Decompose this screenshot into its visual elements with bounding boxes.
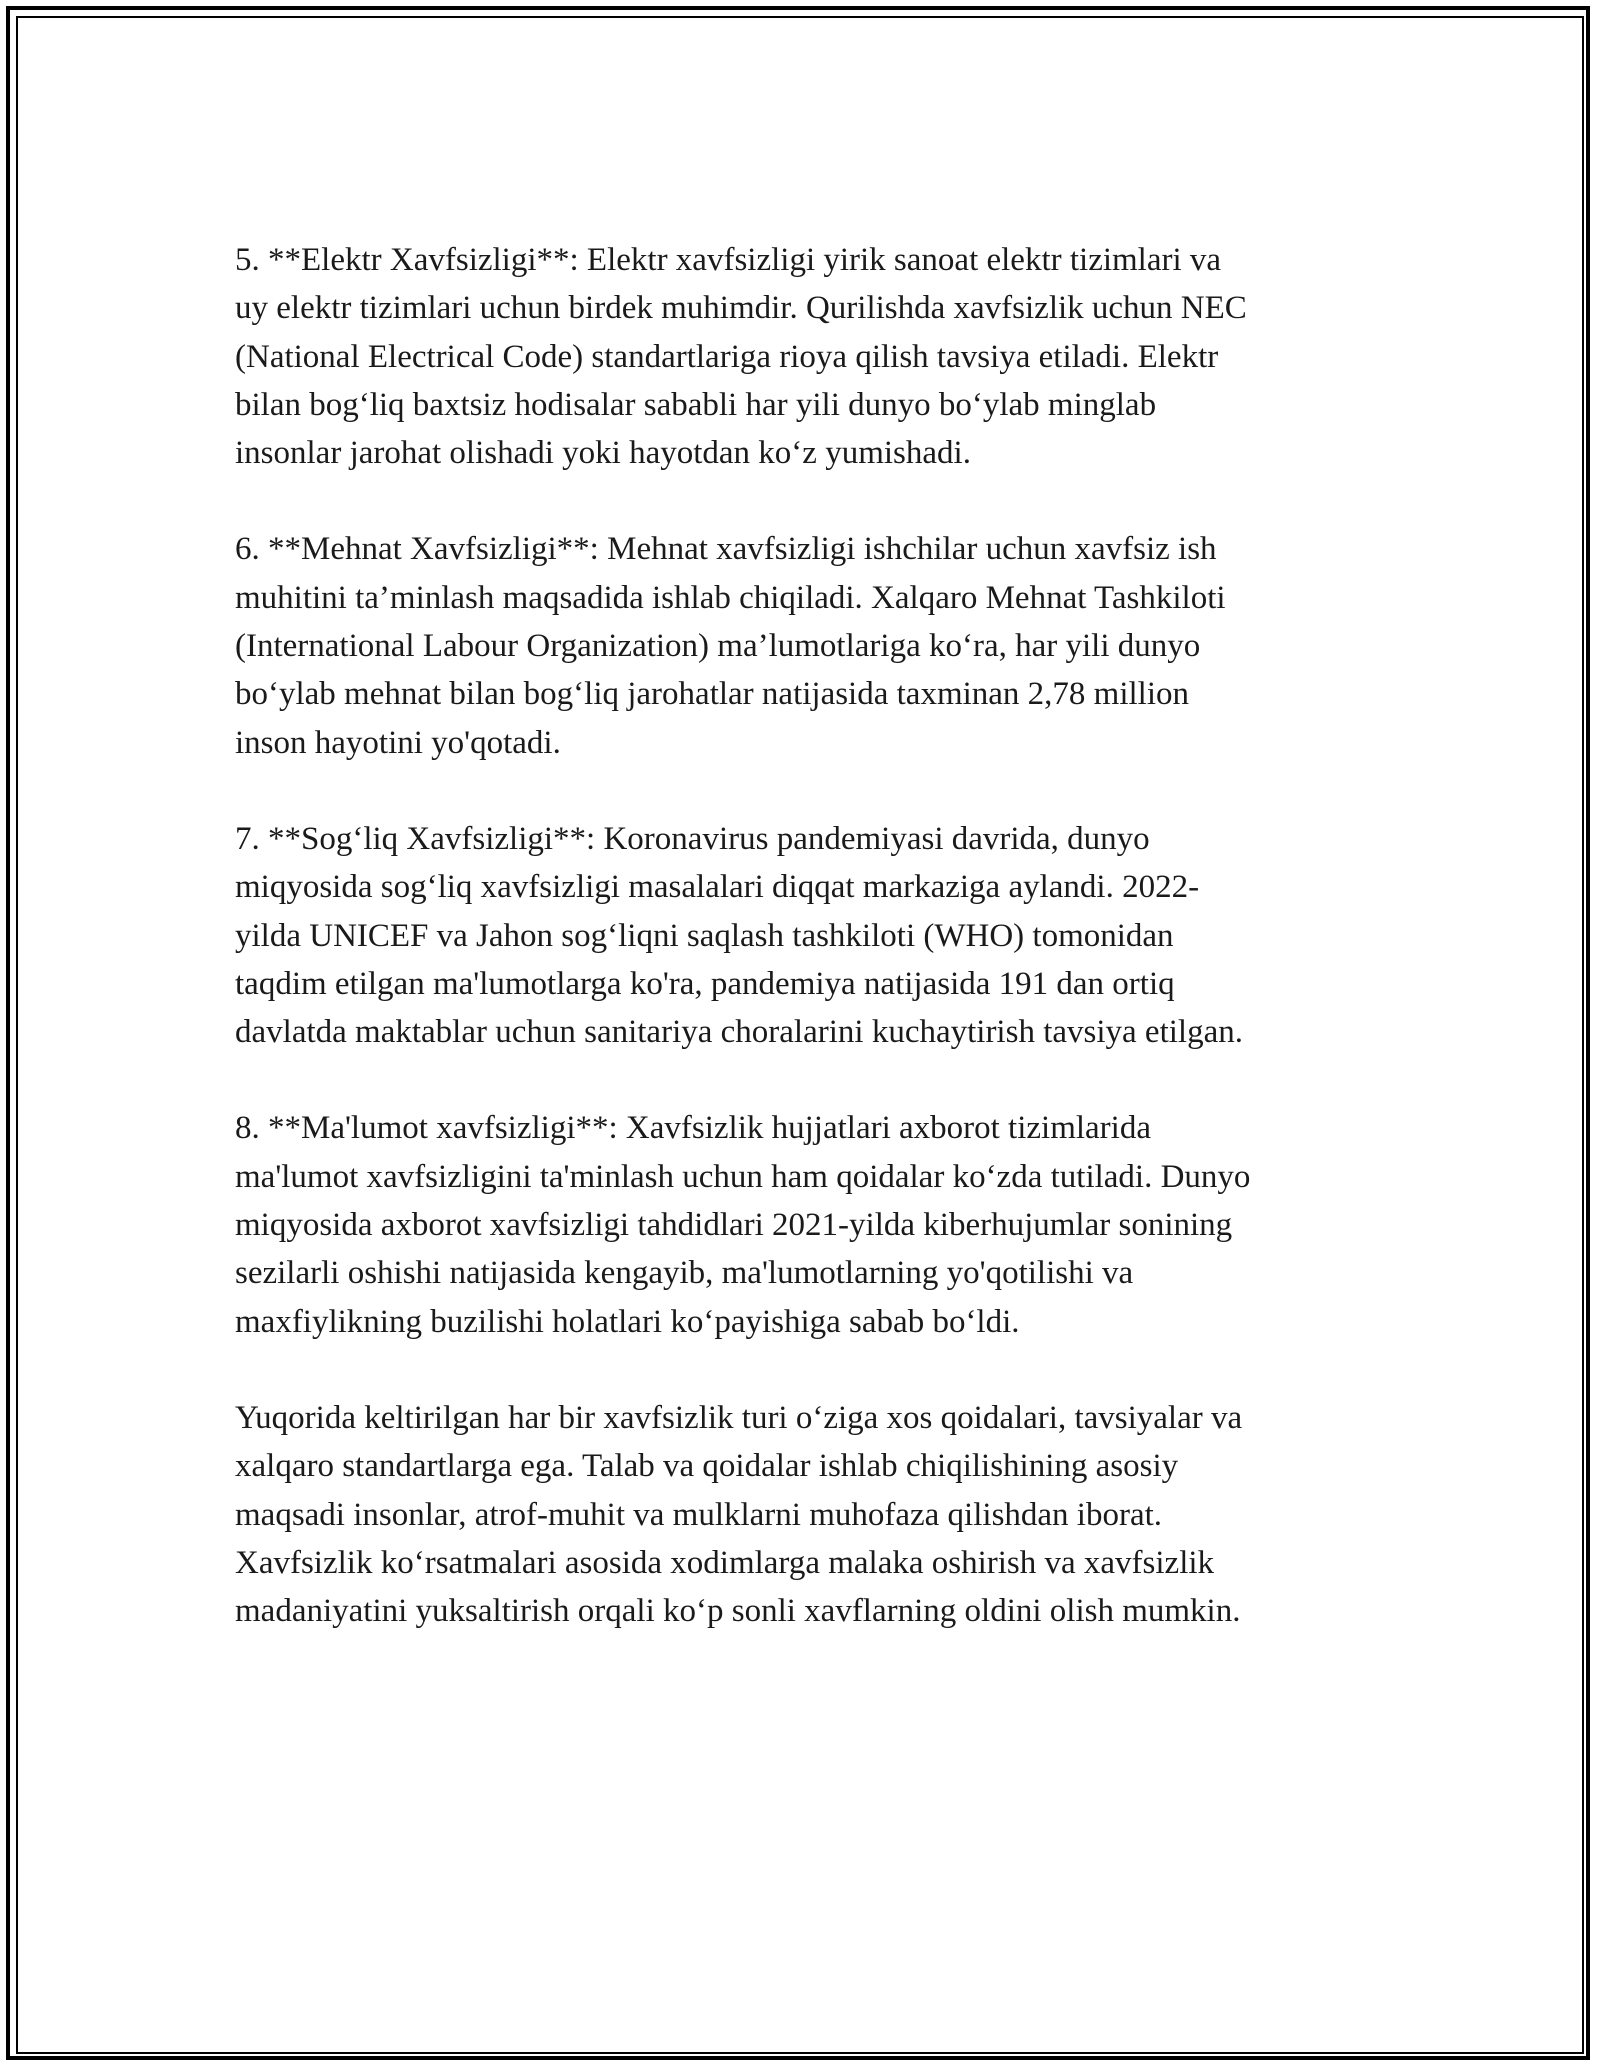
text-line: bo‘ylab mehnat bilan bog‘liq jarohatlar natijasida taxminan 2,78 million — [235, 676, 1190, 713]
text-line: sezilarli oshishi natijasida kengayib, ma'lumotlarning yo'qotilishi va — [235, 1255, 1134, 1292]
paragraph-conclusion — [235, 1394, 1375, 1635]
text-line: miqyosida axborot xavfsizligi tahdidlari 2021-yilda kiberhujumlar sonining — [235, 1207, 1233, 1244]
text-line: uy elektr tizimlari uchun birdek muhimdir. Qurilishda xavfsizlik uchun NEC — [235, 290, 1247, 327]
text-line: inson hayotini yo'qotadi. — [235, 724, 561, 761]
text-line: 7. **Sog‘liq Xavfsizligi**: Koronavirus pandemiyasi davrida, dunyo — [235, 820, 1150, 857]
text-line: davlatda maktablar uchun sanitariya choralarini kuchaytirish tavsiya etilgan. — [235, 1014, 1243, 1051]
text-line: miqyosida sog‘liq xavfsizligi masalalari diqqat markaziga aylandi. 2022- — [235, 869, 1200, 906]
paragraph-information-security — [235, 1104, 1375, 1345]
document-body — [235, 236, 1375, 1635]
paragraph-health-safety — [235, 815, 1375, 1056]
text-line: xalqaro standartlarga ega. Talab va qoidalar ishlab chiqilishining asosiy — [235, 1448, 1179, 1485]
text-line: 8. **Ma'lumot xavfsizligi**: Xavfsizlik hujjatlari axborot tizimlarida — [235, 1110, 1151, 1147]
text-line: (National Electrical Code) standartlariga rioya qilish tavsiya etiladi. Elektr — [235, 338, 1219, 375]
paragraph-electrical-safety — [235, 236, 1375, 477]
text-line: Yuqorida keltirilgan har bir xavfsizlik turi o‘ziga xos qoidalari, tavsiyalar va — [235, 1399, 1243, 1436]
text-line: maxfiylikning buzilishi holatlari ko‘payishiga sabab bo‘ldi. — [235, 1303, 1020, 1340]
text-line: muhitini ta’minlash maqsadida ishlab chiqiladi. Xalqaro Mehnat Tashkiloti — [235, 579, 1226, 616]
paragraph-labor-safety — [235, 525, 1375, 766]
text-line: taqdim etilgan ma'lumotlarga ko'ra, pandemiya natijasida 191 dan ortiq — [235, 965, 1175, 1002]
text-line: maqsadi insonlar, atrof-muhit va mulklarni muhofaza qilishdan iborat. — [235, 1496, 1163, 1533]
text-line: Xavfsizlik ko‘rsatmalari asosida xodimlarga malaka oshirish va xavfsizlik — [235, 1544, 1215, 1581]
text-line: ma'lumot xavfsizligini ta'minlash uchun ham qoidalar ko‘zda tutiladi. Dunyo — [235, 1158, 1251, 1195]
text-line: insonlar jarohat olishadi yoki hayotdan ko‘z yumishadi. — [235, 435, 971, 472]
text-line: 6. **Mehnat Xavfsizligi**: Mehnat xavfsizligi ishchilar uchun xavfsiz ish — [235, 531, 1217, 568]
text-line: (International Labour Organization) ma’lumotlariga ko‘ra, har yili dunyo — [235, 628, 1201, 665]
text-line: yilda UNICEF va Jahon sog‘liqni saqlash tashkiloti (WHO) tomonidan — [235, 917, 1174, 954]
text-line: madaniyatini yuksaltirish orqali ko‘p sonli xavflarning oldini olish mumkin. — [235, 1593, 1241, 1630]
text-line: bilan bog‘liq baxtsiz hodisalar sababli har yili dunyo bo‘ylab minglab — [235, 386, 1157, 423]
text-line: 5. **Elektr Xavfsizligi**: Elektr xavfsizligi yirik sanoat elektr tizimlari va — [235, 242, 1222, 278]
